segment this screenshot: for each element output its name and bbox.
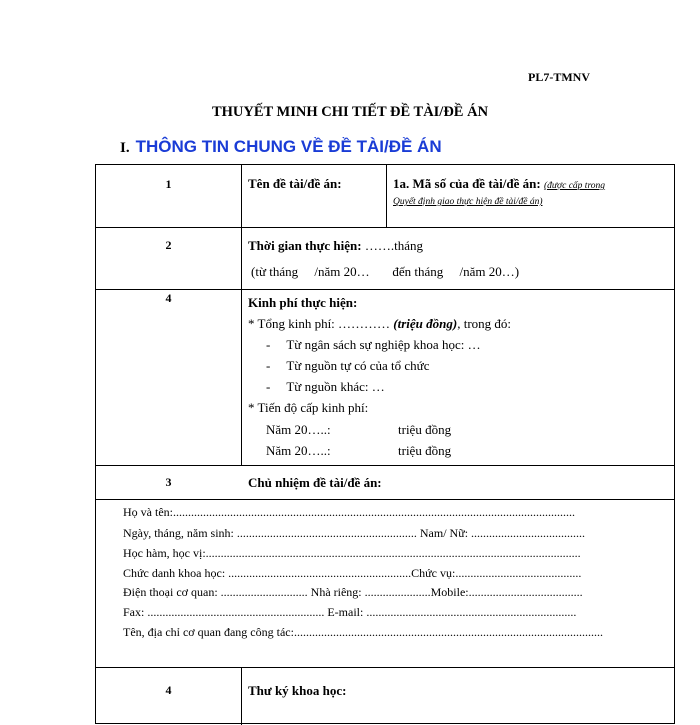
row-number: 1 [165, 177, 172, 191]
section-heading [120, 137, 442, 157]
document-title: THUYẾT MINH CHI TIẾT ĐỀ TÀI/ĐỀ ÁN [211, 104, 489, 120]
section-roman-numeral: I. [120, 140, 130, 156]
funding-total-unit: (triệu đồng) [390, 316, 458, 331]
section-title: THÔNG TIN CHUNG VỀ ĐỀ TÀI/ĐỀ ÁN [135, 137, 442, 156]
funding-total-dots: ………… [338, 316, 391, 331]
funding-progress-label: * Tiến độ cấp kinh phí: [248, 400, 369, 415]
row-divider [96, 465, 674, 466]
topic-name-label: Tên đề tài/đề án: [248, 176, 342, 191]
column-divider [241, 667, 242, 725]
row-divider [96, 289, 674, 290]
row-divider [96, 667, 674, 668]
funding-source-item: - Từ nguồn khác: … [266, 379, 385, 394]
row-divider [96, 499, 674, 500]
column-divider [241, 165, 242, 465]
funding-year-2-value: triệu đồng [398, 443, 452, 458]
secretary-label: Thư ký khoa học: [248, 683, 347, 698]
funding-total [248, 313, 511, 334]
funding-year-1-value: triệu đồng [398, 422, 452, 437]
funding-year-2: Năm 20…..: [266, 443, 331, 458]
leader-field-line: Học hàm, học vị:............................................................................................................................. [123, 546, 581, 560]
funding-total-suffix: , trong đó: [457, 316, 512, 331]
funding-source-item: - Từ nguồn tự có của tổ chức [266, 358, 430, 373]
document-code: PL7-TMNV [528, 70, 590, 84]
funding-label: Kinh phí thực hiện: [248, 295, 358, 310]
leader-field-line: Họ và tên:...................................................................................................................................... [123, 505, 575, 519]
duration-label: Thời gian thực hiện: [248, 238, 362, 253]
row-divider [96, 227, 674, 228]
column-divider [386, 165, 387, 227]
duration-value: …….tháng [361, 238, 423, 253]
funding-year-1: Năm 20…..: [266, 422, 331, 437]
topic-code-note: (được cấp trong [543, 181, 606, 191]
duration-range: (từ tháng /năm 20… đến tháng /năm 20…) [251, 264, 520, 279]
topic-code-cell [393, 173, 673, 210]
duration-cell [248, 235, 423, 256]
row-number: 4 [165, 683, 172, 697]
leader-field-line: Tên, địa chỉ cơ quan đang công tác:....................................................................................................... [123, 625, 603, 639]
funding-source-item: - Từ ngân sách sự nghiệp khoa học: … [266, 337, 481, 352]
leader-field-line: Fax: ........................................................... E-mail: ...................................................................... [123, 605, 577, 619]
topic-code-note-2: Quyết định giao thực hiện đề tài/đề án) [393, 197, 543, 207]
info-table [95, 164, 675, 724]
row-number: 4 [165, 291, 172, 305]
row-number: 2 [165, 238, 172, 252]
leader-field-line: Điện thoại cơ quan: ............................. Nhà riêng: ......................Mobile:...................................... [123, 585, 583, 599]
leader-field-line: Ngày, tháng, năm sinh: ............................................................ Nam/ Nữ: ...................................... [123, 526, 586, 540]
topic-code-label: 1a. Mã số của đề tài/đề án: [393, 176, 541, 191]
row-number: 3 [165, 475, 172, 489]
leader-label: Chủ nhiệm đề tài/đề án: [248, 475, 382, 490]
leader-field-line: Chức danh khoa học: .............................................................Chức vụ:.......................................... [123, 566, 582, 580]
funding-total-prefix: * Tổng kinh phí: [248, 316, 339, 331]
